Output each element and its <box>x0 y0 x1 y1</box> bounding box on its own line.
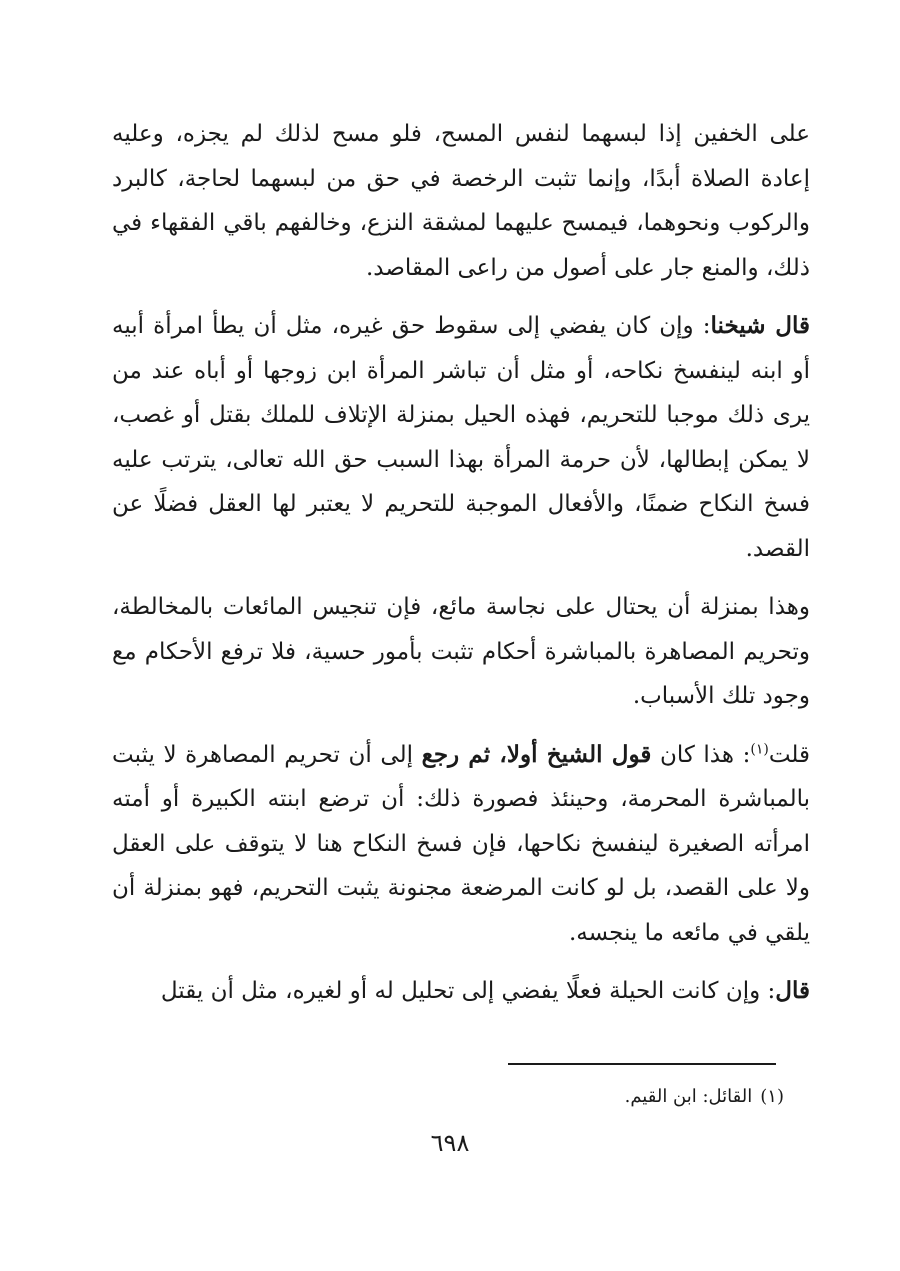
paragraph-4 <box>112 733 810 956</box>
footnote-text: القائل: ابن القيم. <box>624 1086 753 1107</box>
paragraph-1-text: على الخفين إذا لبسهما لنفس المسح، فلو مسح لذلك لم يجزه، وعليه إعادة الصلاة أبدًا، وإنما تثبت الرخصة في حق من لبسهما لحاجة، كالبرد والركوب ونحوهما، فيمسح عليهما لمشقة النزع، وخالفهم باقي الفقهاء في ذلك، والمنع جار على أصول من راعى المقاصد. <box>112 121 810 281</box>
paragraph-5-text: : وإن كانت الحيلة فعلًا يفضي إلى تحليل له أو لغيره، مثل أن يقتل <box>160 978 776 1004</box>
page-body <box>112 112 810 1028</box>
paragraph-5 <box>112 969 810 1014</box>
paragraph-3 <box>112 585 810 719</box>
footnote-reference[interactable]: (١) <box>750 740 769 757</box>
footnote-number: (١) <box>760 1086 784 1107</box>
page-number: ٦٩٨ <box>430 1129 470 1157</box>
paragraph-3-text: وهذا بمنزلة أن يحتال على نجاسة مائع، فإن تنجيس المائعات بالمخالطة، وتحريم المصاهرة بالمباشرة أحكام تثبت بأمور حسية، فلا ترفع الأحكام مع وجود تلك الأسباب. <box>112 594 810 709</box>
paragraph-4-lead: قلت <box>768 741 811 768</box>
footnote <box>625 1083 784 1111</box>
footnote-divider <box>508 1063 776 1065</box>
paragraph-4-text-2: إلى أن تحريم المصاهرة لا يثبت بالمباشرة المحرمة، وحينئذ فصورة ذلك: أن ترضع ابنته الكبيرة أو أمته امرأته الصغيرة لينفسخ نكاحها، فإن فسخ النكاح هنا لا يتوقف على العقل ولا على القصد، بل لو كانت المرضعة مجنونة يثبت التحريم، فهو بمنزلة أن يلقي في مائعه ما ينجسه. <box>112 741 810 946</box>
paragraph-1 <box>112 112 810 290</box>
paragraph-4-text-1: : هذا كان <box>651 741 751 768</box>
paragraph-4-bold: قول الشيخ أولا، ثم رجع <box>421 740 652 768</box>
paragraph-5-lead: قال <box>775 977 810 1004</box>
paragraph-2-text: : وإن كان يفضي إلى سقوط حق غيره، مثل أن يطأ امرأة أبيه أو ابنه لينفسخ نكاحه، أو مثل أن تباشر المرأة ابن زوجها أو أباه عند من يرى ذلك موجبا للتحريم، فهذه الحيل بمنزلة الإتلاف للملك بقتل أو غصب، لا يمكن إبطالها، لأن حرمة المرأة بهذا السبب حق الله تعالى، يترتب عليه فسخ النكاح ضمنًا، والأفعال الموجبة للتحريم لا يعتبر لها العقل فضلًا عن القصد. <box>112 313 810 562</box>
paragraph-2 <box>112 304 810 571</box>
paragraph-2-lead: قال شيخنا <box>710 312 811 339</box>
